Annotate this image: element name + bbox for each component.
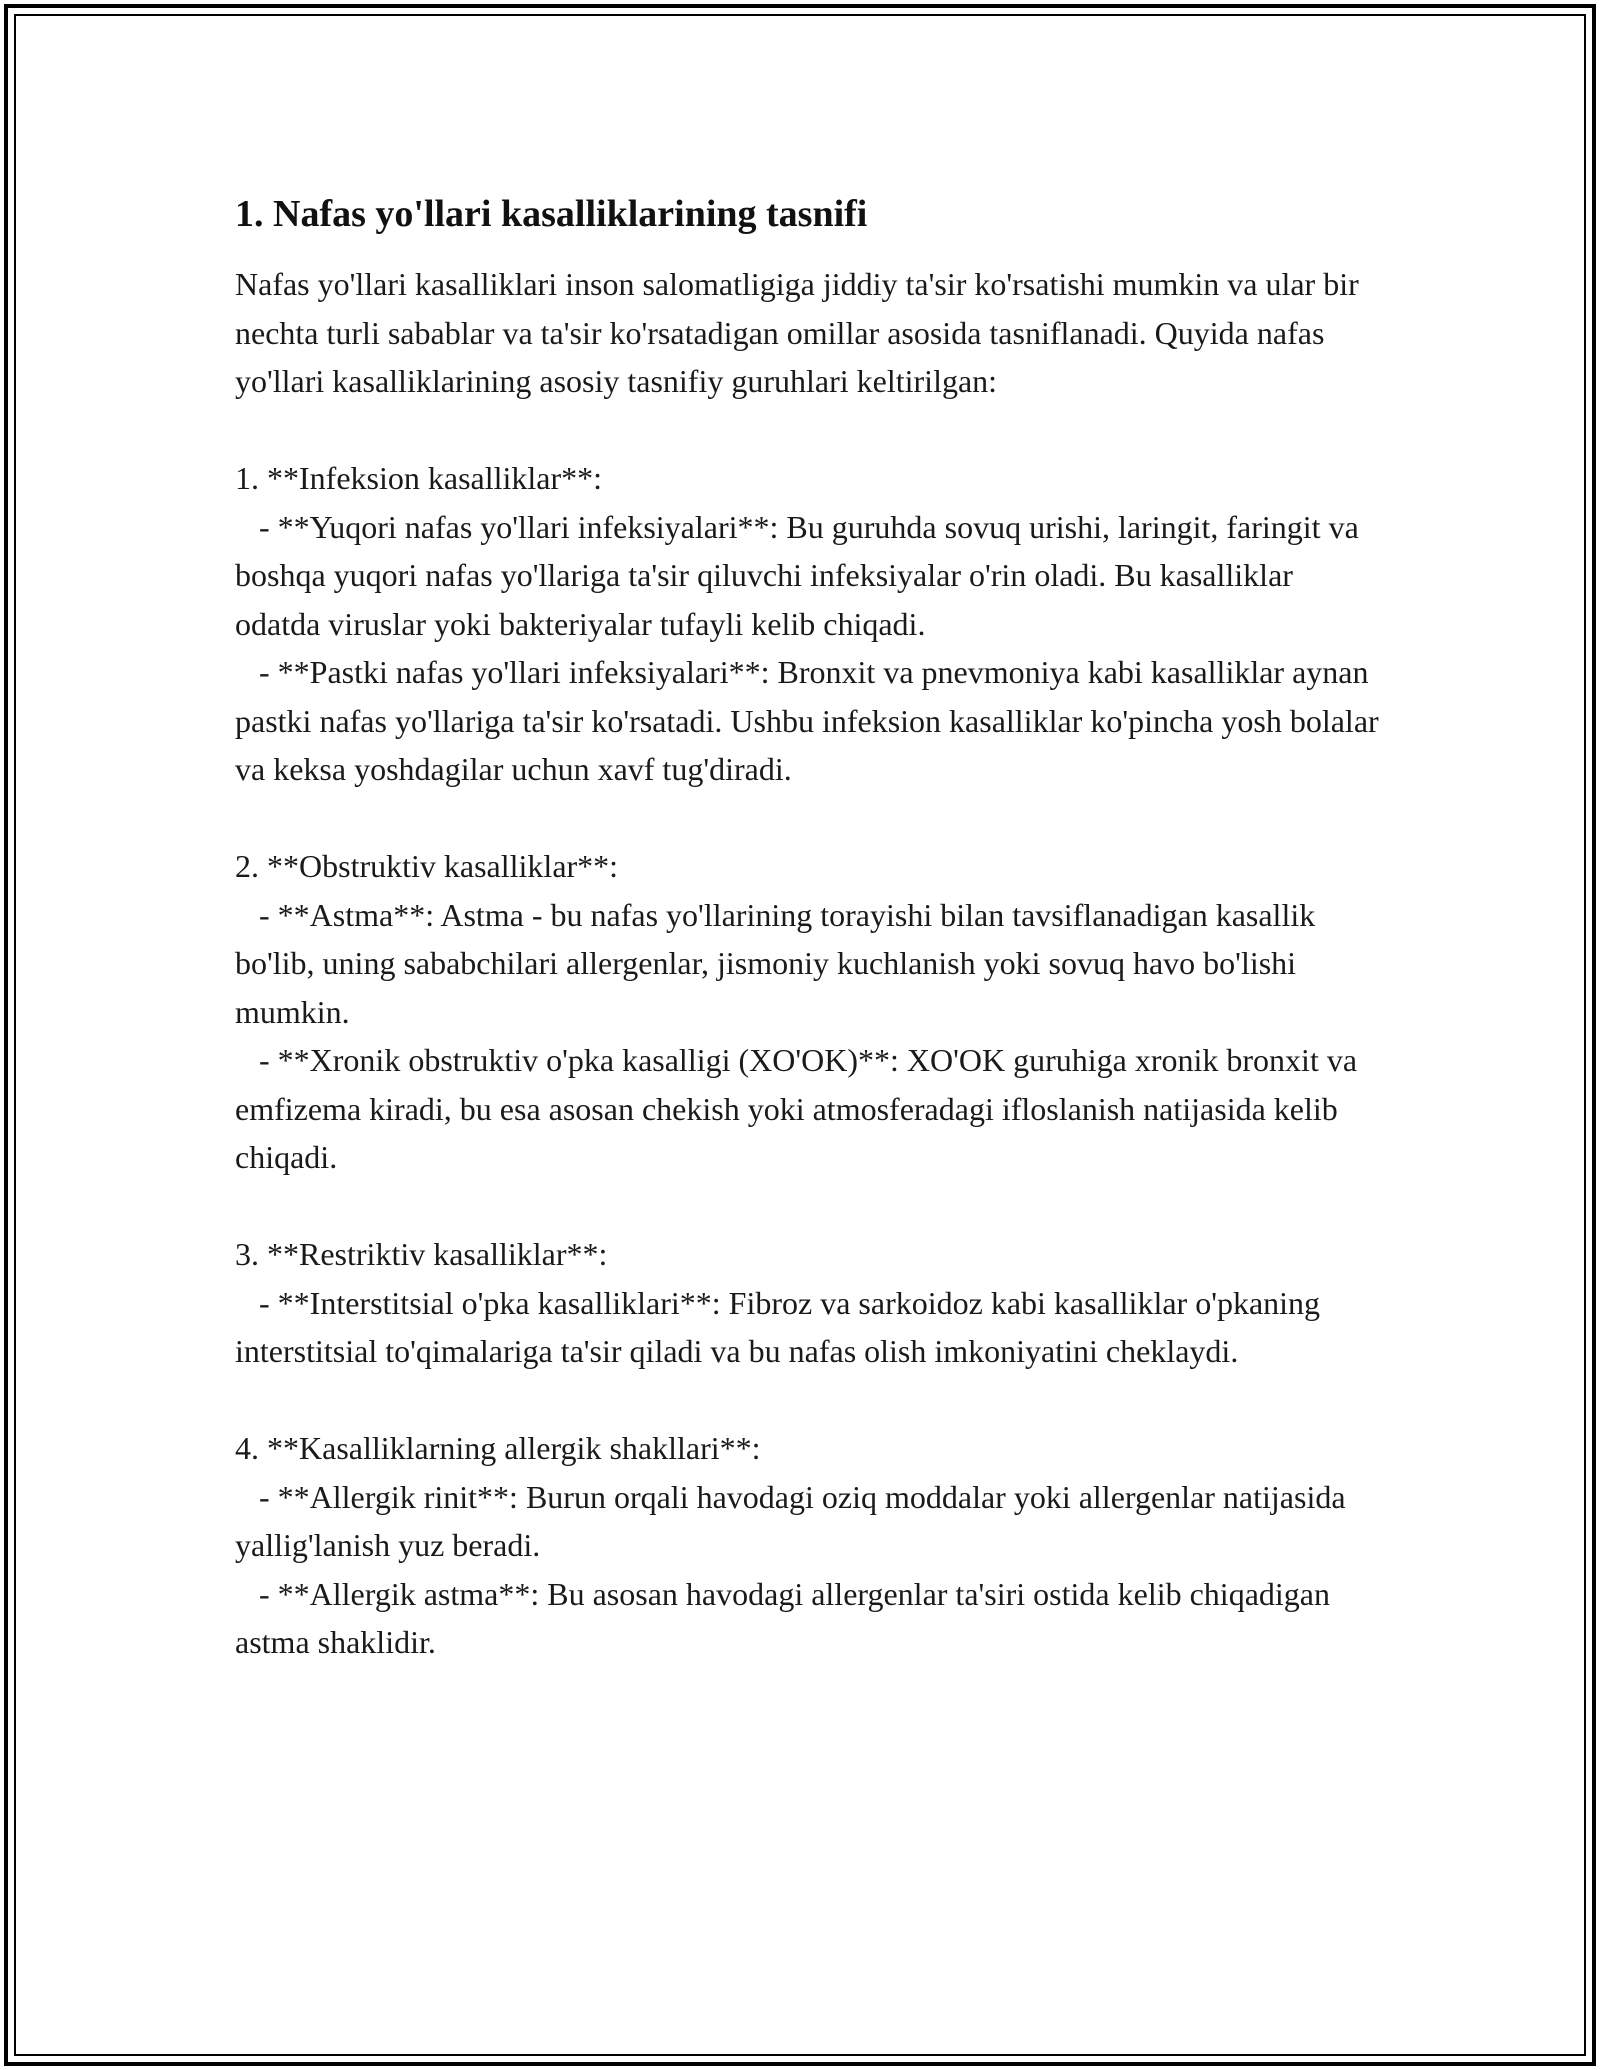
document-body: Nafas yo'llari kasalliklari inson salomatligiga jiddiy ta'sir ko'rsatishi mumkin va ular bir nechta turli sabablar va ta'sir ko'rsatadigan omillar asosida tasniflanadi. Quyida nafas yo'llari kasalliklarining asosiy tasnifiy guruhlari keltirilgan: 1. **Infeksion kasalliklar**: - **Yuqori nafas yo'llari infeksiyalari**: Bu guruhda sovuq urishi, laringit, faringit va boshqa yuqori nafas yo'llariga ta'sir qiluvchi infeksiyalar o'rin oladi. Bu kasalliklar odatda viruslar yoki bakteriyalar tufayli kelib chiqadi. - **Pastki nafas yo'llari infeksiyalari**: Bronxit va pnevmoniya kabi kasalliklar aynan pastki nafas yo'llariga ta'sir ko'rsatadi. Ushbu infeksion kasalliklar ko'pincha yosh bolalar va keksa yoshdagilar uchun xavf tug'diradi. 2. **Obstruktiv kasalliklar**: - **Astma**: Astma - bu nafas yo'llarining torayishi bilan tavsiflanadigan kasallik bo'lib, uning sababchilari allergenlar, jismoniy kuchlanish yoki sovuq havo bo'lishi mumkin. - **Xronik obstruktiv o'pka kasalligi (XO'OK)**: XO'OK guruhiga xronik bronxit va emfizema kiradi, bu esa asosan chekish yoki atmosferadagi ifloslanish natijasida kelib chiqadi. 3. **Restriktiv kasalliklar**: - **Interstitsial o'pka kasalliklari**: Fibroz va sarkoidoz kabi kasalliklar o'pkaning interstitsial to'qimalariga ta'sir qiladi va bu nafas olish imkoniyatini cheklaydi. 4. **Kasalliklarning allergik shakllari**: - **Allergik rinit**: Burun orqali havodagi oziq moddalar yoki allergenlar natijasida yallig'lanish yuz beradi. - **Allergik astma**: Bu asosan havodagi allergenlar ta'siri ostida kelib chiqadigan astma shaklidir.: [235, 266, 1379, 1660]
document-page: [235, 190, 1385, 1667]
document-title: 1. Nafas yo'llari kasalliklarining tasnifi: [235, 193, 868, 235]
